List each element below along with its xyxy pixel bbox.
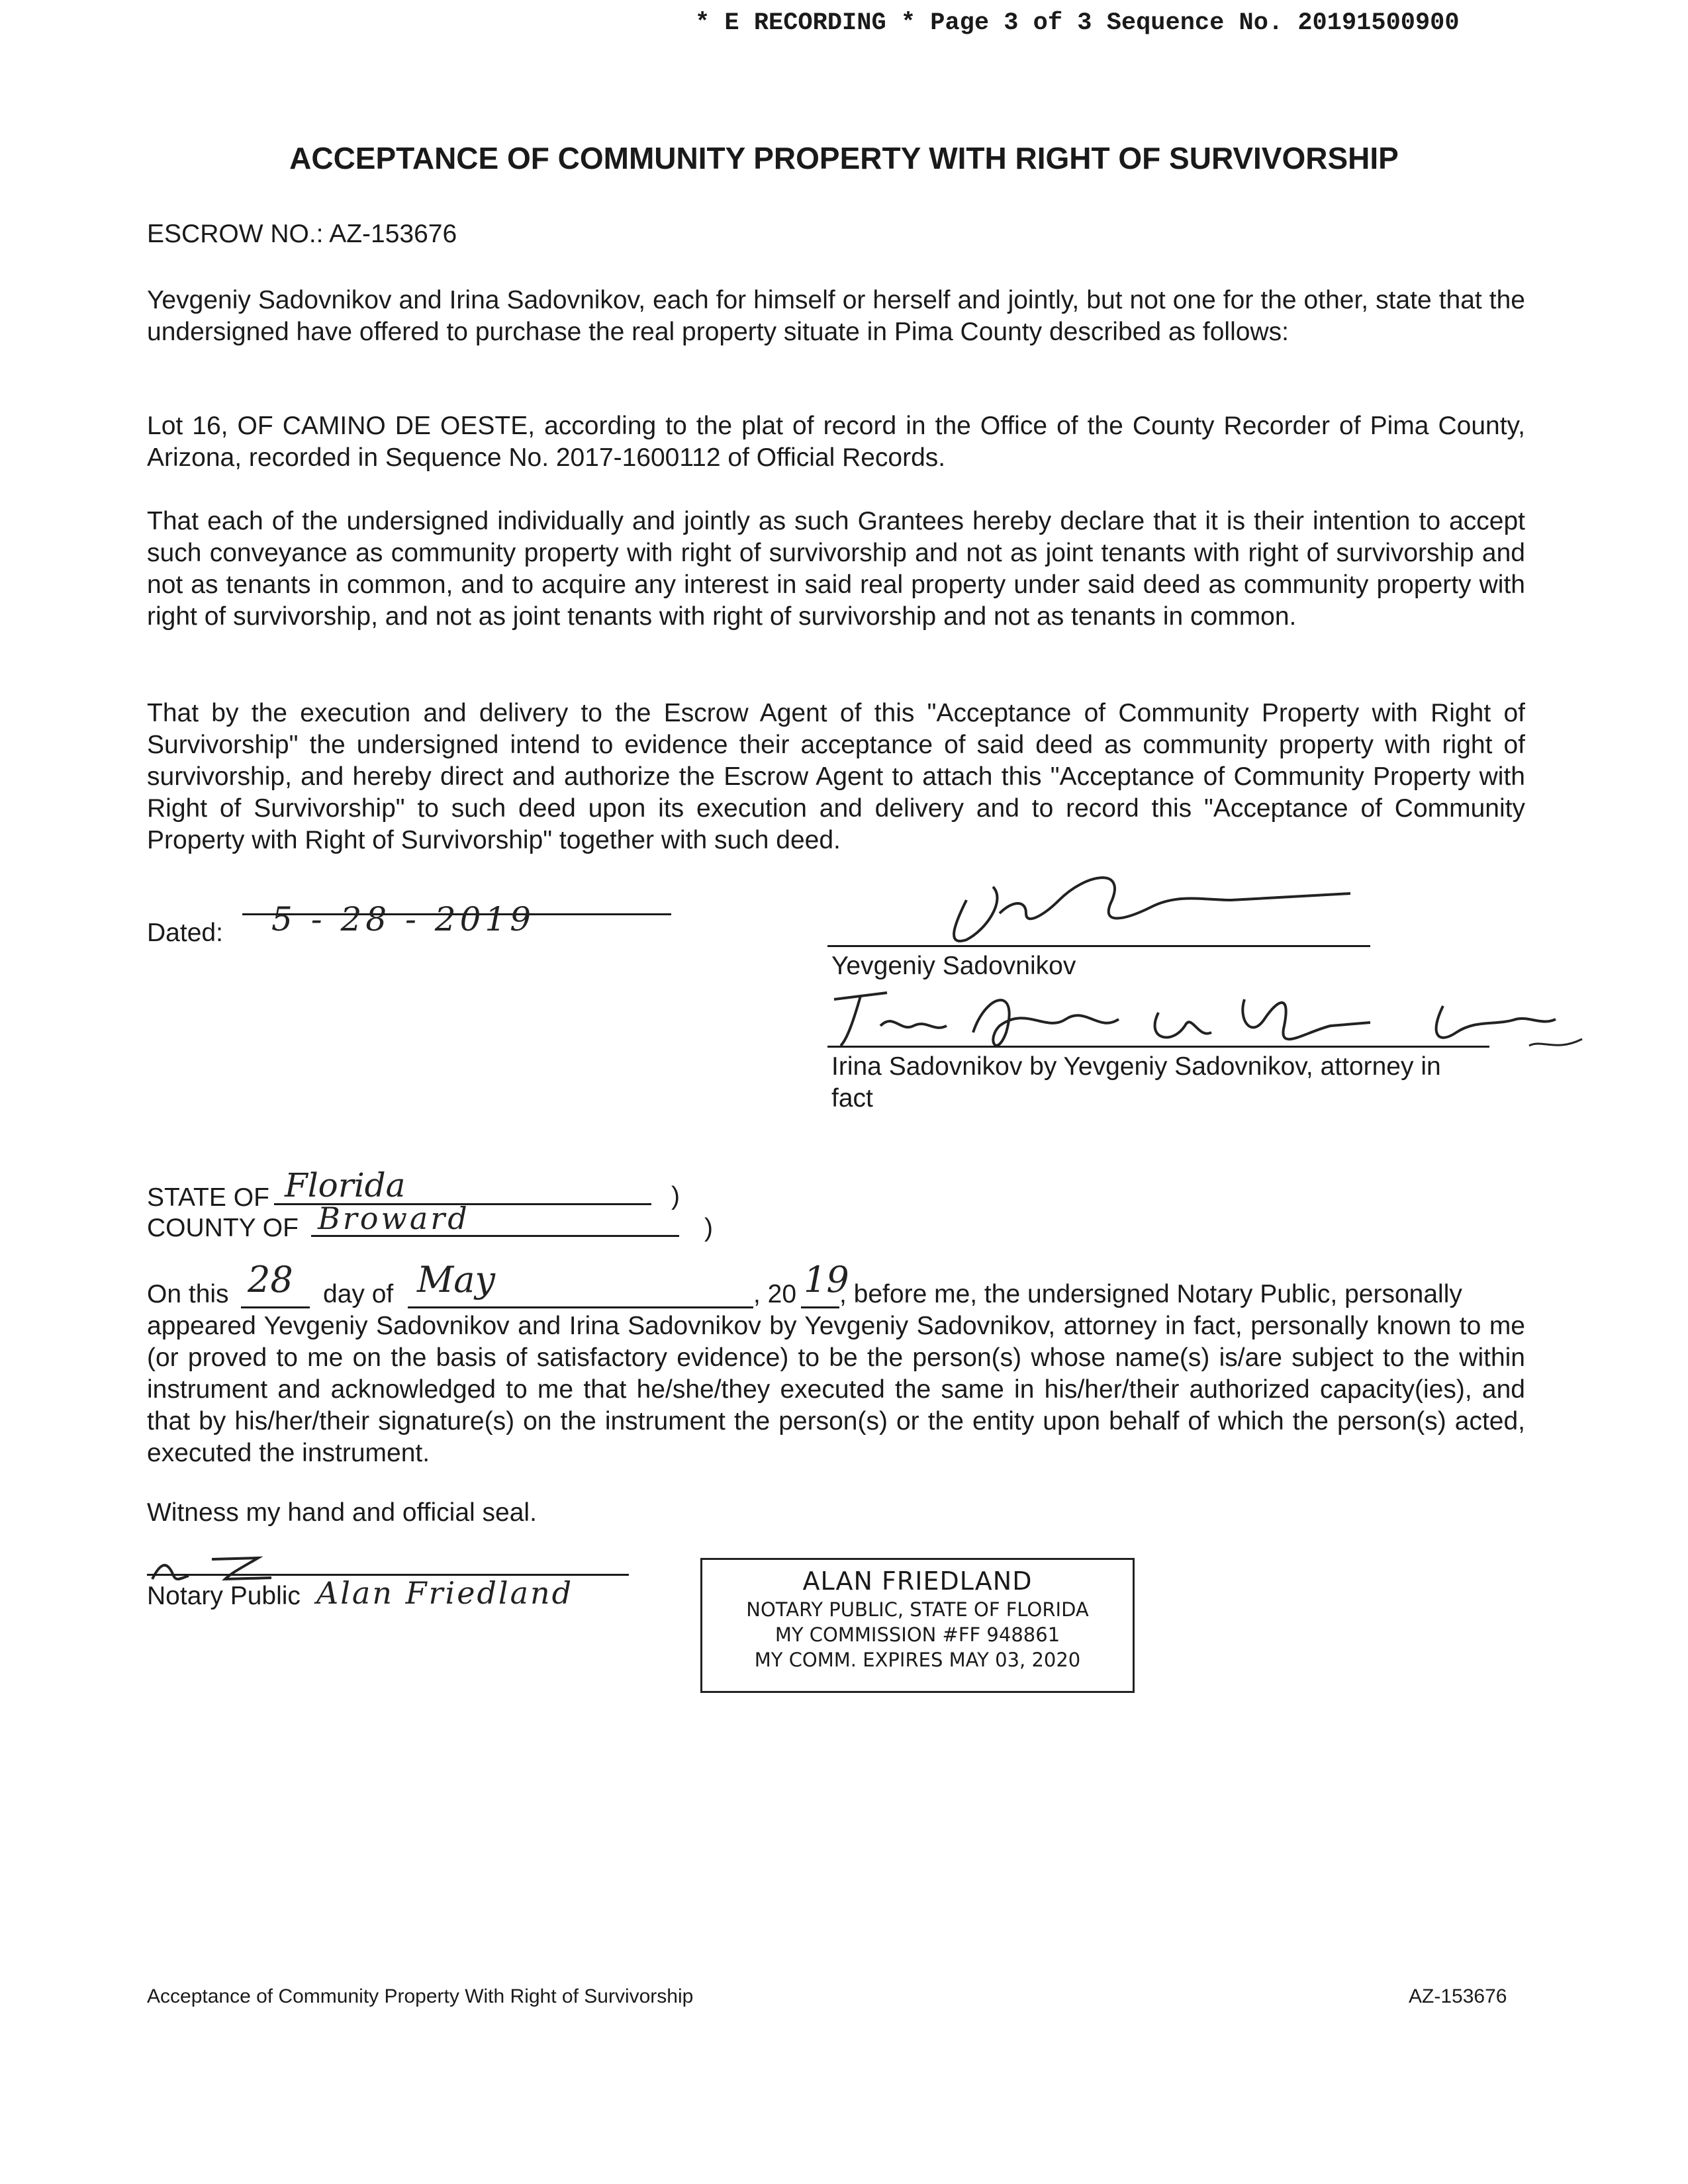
day-of-label: day of [323, 1280, 394, 1308]
notary-handwritten-name: Alan Friedland [316, 1575, 574, 1611]
signer2-name [831, 1051, 1441, 1115]
year-line [801, 1279, 839, 1308]
month-value: May [417, 1259, 495, 1300]
signature-line-2 [827, 1046, 1489, 1048]
stamp-line2: NOTARY PUBLIC, STATE OF FLORIDA [746, 1598, 1089, 1621]
escrow-line [147, 218, 457, 250]
stamp-line3: MY COMMISSION #FF 948861 [774, 1623, 1060, 1646]
paragraph-authorization: That by the execution and delivery to the Escrow Agent of this "Acceptance of Community Property with Right of Survivorship" the undersigned intend to evidence their acceptance of said deed as community property with right of survivorship, and hereby direct and authorize the Escrow Agent to attach this "Acceptance of Community Property with Right of Survivorship" to such deed upon its execution and delivery and to record this "Acceptance of Community Property with Right of Survivorship" together with such deed. [147, 699, 1525, 854]
witness-line: Witness my hand and official seal. [147, 1498, 537, 1527]
signer2-name-line1: Irina Sadovnikov by Yevgeniy Sadovnikov, attorney in [831, 1052, 1441, 1081]
notary-stamp [700, 1558, 1135, 1693]
ack-first-line-rest: , before me, the undersigned Notary Public, personally [839, 1280, 1462, 1308]
signature-line-1 [827, 945, 1370, 947]
year-prefix: , 20 [753, 1280, 797, 1308]
state-paren: ) [671, 1182, 680, 1210]
footer-left: Acceptance of Community Property With Right of Survivorship [147, 1985, 694, 2007]
ack-first-line [147, 1259, 1530, 1312]
county-value: Broward [318, 1201, 470, 1236]
ack-paragraph: appeared Yevgeniy Sadovnikov and Irina Sadovnikov by Yevgeniy Sadovnikov, attorney in fact, personally known to me (or proved to me on the basis of satisfactory evidence) to be the person(s) whose name(s) is/are subject to the within instrument and acknowledged to me that he/she/they executed the same in his/her/their authorized capacity(ies), and that by his/her/their signature(s) on the instrument the person(s) or the entity upon behalf of which the person(s) acted, executed the instrument. [147, 1312, 1525, 1467]
signer2-name-line2: fact [831, 1084, 873, 1113]
footer-right: AZ-153676 [1409, 1985, 1507, 2007]
stamp-name: ALAN FRIEDLAND [802, 1567, 1033, 1596]
document-title: ACCEPTANCE OF COMMUNITY PROPERTY WITH RIGHT OF SURVIVORSHIP [289, 141, 1399, 175]
day-line [241, 1279, 310, 1308]
notary-public-label: Notary Public [147, 1582, 301, 1610]
state-value: Florida [285, 1166, 406, 1205]
state-label: STATE OF [147, 1183, 269, 1212]
month-line [408, 1279, 753, 1308]
county-label: COUNTY OF [147, 1214, 299, 1242]
escrow-number: AZ-153676 [329, 220, 457, 248]
paragraph-legal-description: Lot 16, OF CAMINO DE OESTE, according to the plat of record in the Office of the County Recorder of Pima County, Arizona, recorded in Sequence No. 2017-1600112 of Official Records. [147, 412, 1525, 472]
year-value: 19 [804, 1259, 849, 1300]
escrow-label: ESCROW NO.: [147, 220, 324, 248]
dated-handwritten-date: 5 - 28 - 2019 [271, 900, 536, 938]
stamp-line4: MY COMM. EXPIRES MAY 03, 2020 [754, 1649, 1081, 1671]
county-line [311, 1235, 679, 1237]
recording-header: * E RECORDING * Page 3 of 3 Sequence No. 20191500900 [695, 9, 1460, 37]
day-value: 28 [248, 1259, 293, 1300]
county-paren: ) [704, 1214, 713, 1242]
signer1-name: Yevgeniy Sadovnikov [831, 952, 1076, 980]
dated-label: Dated: [147, 919, 223, 947]
paragraph-intention: That each of the undersigned individually and jointly as such Grantees hereby declare that it is their intention to accept such conveyance as community property with right of survivorship and not as joint tenants with right of survivorship and not as tenants in common, and to acquire any interest in said real property under said deed as community property with right of survivorship, and not as joint tenants with right of survivorship and not as tenants in common. [147, 507, 1525, 631]
paragraph-purchasers: Yevgeniy Sadovnikov and Irina Sadovnikov, each for himself or herself and jointly, but not one for the other, state that the undersigned have offered to purchase the real property situate in Pima County described as follows: [147, 286, 1525, 346]
on-this-label: On this [147, 1280, 229, 1308]
